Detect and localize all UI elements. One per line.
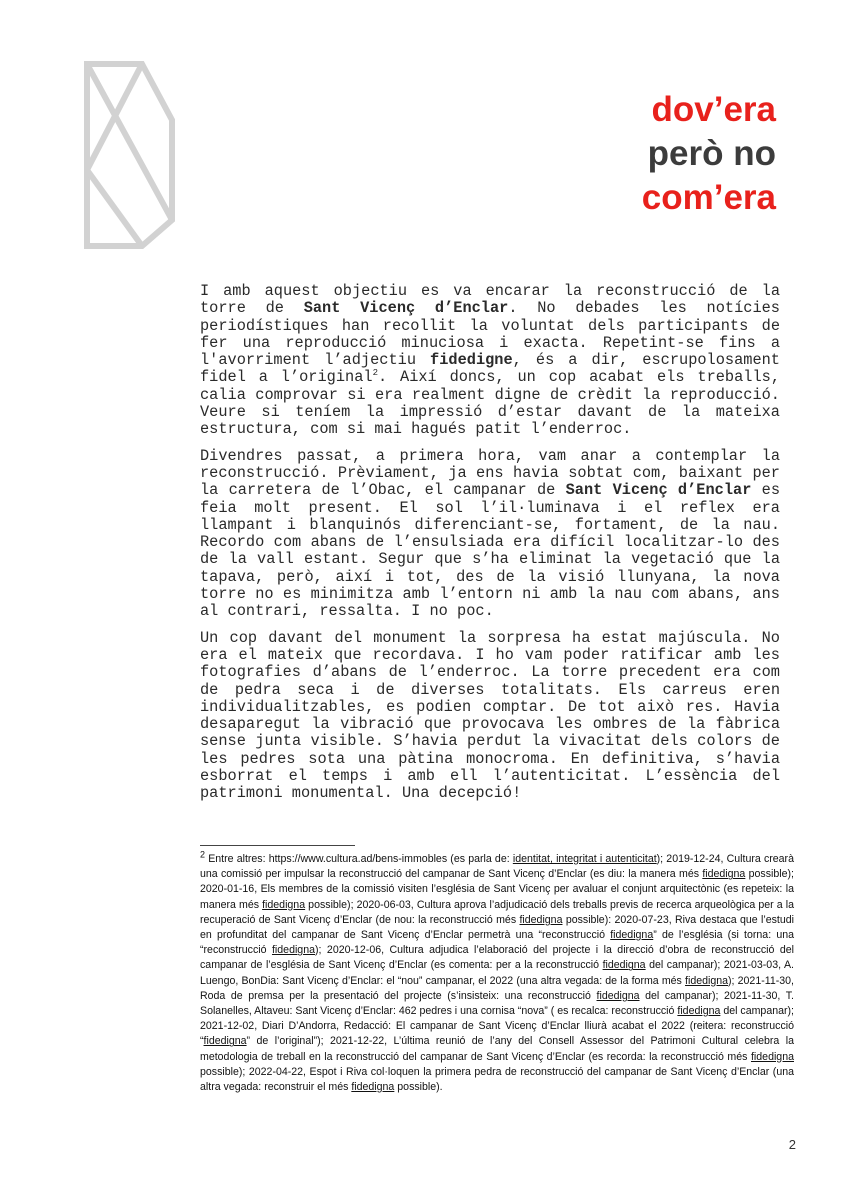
footnote-text: ); 2020-12-06, Cultura adjudica l’elaboració del projecte i la direcció d’obra de reconstrucció del campanar de l’església de Sant Vicenç d’Enclar (es comenta: per a la reconstrucció [200,944,794,972]
footnote-underlined: fidedigna [602,959,646,972]
footnote-text: possible): 2020-07-23, Riva destaca que l’estudi en profunditat del campanar de Sant Vicenç d’Enclar permetrà una “reconstrucció [200,913,794,942]
page-number: 2 [788,1137,796,1152]
footnote-underlined: fidedigna [610,929,654,942]
title-line-3: com’era [641,177,776,217]
keyword: fidedigne [430,351,513,370]
place-name: Sant Vicenç d’Enclar [565,481,752,500]
footnote-underlined: fidedigna [351,1081,395,1094]
footnote-text: possible); 2020-06-03, Cultura aprova l’adjudicació dels treballs previs de recerca arqueològica per a la recuperació de Sant Vicenç d’Enclar (de nou: la reconstrucció més [200,898,794,926]
abstract-d-logo-icon [82,60,177,250]
footnote-text: del campanar); 2021-03-03, A. Luengo, BonDia: Sant Vicenç d’Enclar: el “nou” campanar, el 2022 (una altra vegada: de la forma més [200,959,794,987]
paragraph-2 [200,448,780,621]
footnote-underlined: fidedigna [519,913,563,926]
title-line-1: dov’era [651,90,776,129]
footnote-text: possible); 2022-04-22, Espot i Riva col·loquen la primera pedra de reconstrucció del campanar de Sant Vicenç d’Enclar (una altra vegada: reconstruir el més [200,1065,794,1094]
footnote-underlined: fidedigna [685,974,729,987]
footnote-text: possible). [394,1081,443,1094]
footnote-underlined: identitat, integritat i autenticitat [512,853,657,865]
paragraph-3: Un cop davant del monument la sorpresa ha estat majúscula. No era el mateix que recordava. I ho vam poder ratificar amb les fotografies d’abans de l’enderroc. La torre precedent era com de pedra seca i de diverses totalitats. Els carreus eren individualitzables, es podien comptar. De tot això res. Havia desaparegut la vibració que provocava les ombres de la fàbrica sense junta visible. S’havia perdut la vivacitat dels colors de les pedres sota una pàtina monocroma. En definitiva, s’havia esborrat el temps i amb ell l’autenticitat. L’essència del patrimoni monumental. Una decepció! [200,628,780,803]
footnote-text: ” de l’església (si torna: una “reconstrucció [200,929,795,957]
paragraph-text: Divendres passat, a primera hora, vam anar a contemplar la reconstrucció. Prèviament, ja ens havia sobtat com, baixant per la carretera de l’Obac, el campanar de [200,446,780,500]
paragraph-text: es feia molt present. El sol l’il·luminava i el reflex era llampant i blanquinós diferenciant-se, fortament, de la nau. Recordo com abans de l’ensulsiada era difícil localitzar-lo des de la vall estant. Segur que s’ha eliminat la vegetació que la tapava, però, així i tot, des de la visió llunyana, la nova torre no es minimitza amb l’entorn ni amb la nau com abans, ans al contrari, ressalta. I no poc. [200,481,780,621]
footnote-text: Entre altres: https://www.cultura.ad/bens-immobles (es parla de: [205,853,513,865]
paragraph-text: . No debades les notícies periodístiques han recollit la voluntat dels participants de fer una reproducció minuciosa i exacta. Repetint-se fins a l'avorriment l’adjectiu [200,299,780,370]
paragraph-1 [200,283,780,439]
footnote-number: 2 [200,849,206,860]
footnote-underlined: fidedigna [596,989,640,1002]
footnote-text: ); 2021-11-30, Roda de premsa per la presentació del projecte (s’insisteix: una reconstrucció [200,974,794,1002]
footnote-underlined: fidedigna [262,898,306,911]
place-name: Sant Vicenç d’Enclar [303,299,509,318]
footnote-text: del campanar); 2021-11-30, T. Solanelles, Altaveu: Sant Vicenç d’Enclar: 462 pedres i una cornisa “nova” ( es recalca: reconstrucció [200,989,794,1018]
footnote-underlined: fidedigna [677,1005,721,1018]
footnote-reference[interactable]: 2 [372,368,378,379]
footnote-underlined: fidedigna [203,1035,247,1048]
paragraph-text: I amb aquest objectiu es va encarar la reconstrucció de la torre de [200,282,780,318]
footnote-text: ); 2019-12-24, Cultura crearà una comissió per impulsar la reconstrucció del campanar de Sant Vicenç d’Enclar (es diu: la manera més [200,853,794,881]
footnote [200,849,795,1095]
title-line-2: però no [647,133,776,173]
footnote-text: del campanar); 2021-12-02, Diari D’Andorra, Redacció: El campanar de Sant Vicenç d’Enclar lliurà acabat el 2022 (reitera: reconstrucció “ [200,1005,794,1048]
article-body [200,283,780,812]
footnote-separator [200,845,355,846]
footnote-text: possible); 2020-01-16, Els membres de la comissió visiten l’església de Sant Vicenç per avaluar el conjunt arquitectònic (es repeteix: la manera més [200,868,794,911]
footnote-underlined: fidedigna [702,868,746,881]
page-title [642,88,776,219]
paragraph-text: , és a dir, escrupolosament fidel a l’original [200,351,780,387]
paragraph-text: . Així doncs, un cop acabat els treballs, calia comprovar si era realment digne de crèdit la reproducció. Veure si teníem la impressió d’estar davant de la mateixa estructura, com si mai hagués patit l’enderroc. [200,368,781,439]
footnote-underlined: fidedigna [271,944,315,957]
footnote-text: ” de l’original”); 2021-12-22, L’última reunió de l’any del Consell Assessor del Patrimoni Cultural celebra la metodologia de treball en la reconstrucció del campanar de Sant Vicenç d’Enclar (es recorda: la reconstrucció més [200,1035,794,1063]
footnote-underlined: fidedigna [750,1050,794,1063]
